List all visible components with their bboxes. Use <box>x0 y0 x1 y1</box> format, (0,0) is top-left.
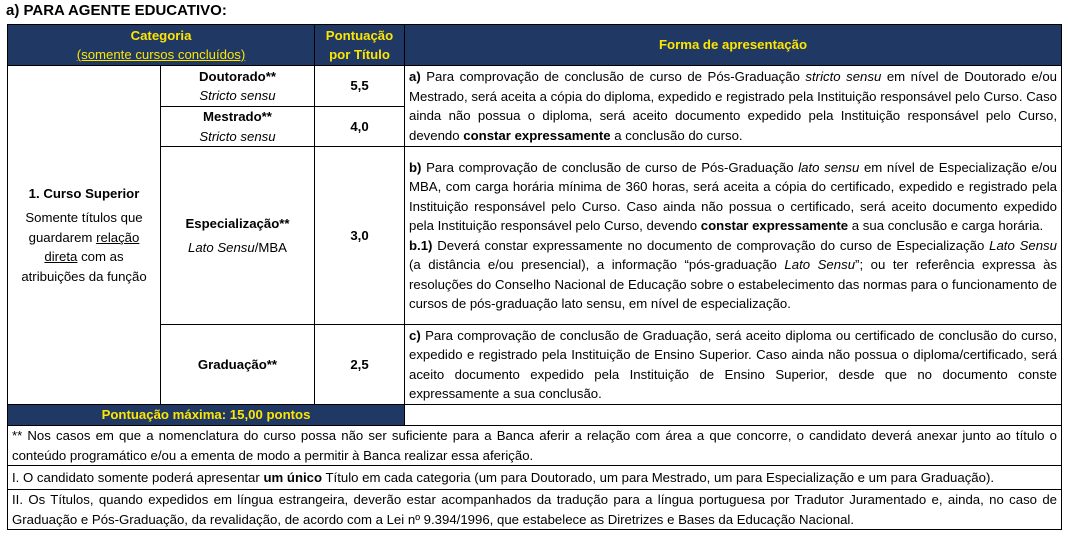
forma-b-text3: a sua conclusão e carga horária. <box>848 218 1044 233</box>
forma-c-label: c) <box>409 327 421 343</box>
header-pontuacao-line1: Pontuação <box>325 27 394 43</box>
forma-b-italic: lato sensu <box>798 159 860 175</box>
forma-b1-paragraph <box>409 236 1057 314</box>
note-unico-text2: Título em cada categoria (um para Doutorado, um para Mestrado, um para Especialização e um para Graduação). <box>322 469 995 485</box>
header-categoria-title: Categoria <box>130 27 192 43</box>
category-title: 1. Curso Superior <box>28 185 140 201</box>
row-especializacao-subtitle <box>165 238 310 258</box>
max-score: Pontuação máxima: 15,00 pontos <box>8 405 405 426</box>
row-graduacao-score: 2,5 <box>315 325 405 405</box>
forma-b1-label: b.1) <box>409 237 433 253</box>
note-unico-titulo <box>8 466 1062 490</box>
row-doutorado-name <box>161 66 315 107</box>
row-mestrado-subtitle: Stricto sensu <box>199 128 276 144</box>
forma-c-text: Para comprovação de conclusão de Graduação, será aceito diploma ou certificado de conclusão do curso, expedido e registrado pela Instituição de Ensino Superior. Caso ainda não possua o diploma/certificado, será aceito documento expedido pela Instituição de Ensino Superior, desde que no documento conste expressamente a sua conclusão. <box>409 327 1057 401</box>
row-especializacao-score: 3,0 <box>315 147 405 325</box>
forma-a-text2: em nível de Doutorado e/ou Mestrado, será aceita a cópia do diploma, expedido e registrado pela Instituição responsável pelo Curso. Caso ainda não possua o diploma, será aceito documento expedido pela Instituição responsável pelo Curso, devendo <box>409 69 1057 143</box>
note-unico-bold: um único <box>263 469 323 485</box>
row-graduacao-name: Graduação** <box>161 325 315 405</box>
forma-b1-text1: Deverá constar expressamente no documento de comprovação do curso de Especialização <box>432 237 990 253</box>
row-especializacao-title: Especialização** <box>185 215 290 231</box>
forma-a-text1: Para comprovação de conclusão de curso de Pós-Graduação <box>420 69 806 84</box>
forma-a <box>405 66 1062 147</box>
row-especializacao-name <box>161 147 315 325</box>
forma-a-label: a) <box>409 69 421 84</box>
category-cell <box>8 66 161 405</box>
row-doutorado-subtitle: Stricto sensu <box>199 88 276 103</box>
forma-b-text1: Para comprovação de conclusão de curso de Pós-Graduação <box>421 159 799 175</box>
row-especializacao-subtitle-italic: Lato Sensu <box>188 240 255 255</box>
forma-a-italic: stricto sensu <box>805 69 882 84</box>
note-unico-text1: I. O candidato somente poderá apresentar <box>12 469 264 485</box>
header-categoria <box>8 25 315 66</box>
forma-b-label: b) <box>409 159 422 175</box>
category-desc-part1: Somente títulos que guardarem <box>25 210 143 245</box>
category-desc-part2: com as atribuições da função <box>21 249 147 284</box>
forma-a-text3: a conclusão do curso. <box>610 127 743 143</box>
max-score-empty <box>405 405 1062 426</box>
forma-b-text2: em nível de Especialização e/ou MBA, com carga horária mínima de 360 horas, será aceita a cópia do certificado, expedido e registrado pela Instituição responsável pelo Curso. Caso ainda não possua o certificado, será aceito documento expedido pela Instituição responsável pelo Curso, devendo <box>409 159 1057 233</box>
forma-b1-italic2: Lato Sensu <box>784 257 856 272</box>
forma-b-paragraph <box>409 158 1057 236</box>
row-doutorado-title: Doutorado** <box>199 68 276 84</box>
header-pontuacao <box>315 25 405 66</box>
row-mestrado-title: Mestrado** <box>203 109 272 124</box>
note-lingua-estrangeira: II. Os Títulos, quando expedidos em língua estrangeira, deverão estar acompanhados da tradução para a língua portuguesa por Tradutor Juramentado e, ainda, no caso de Graduação e Pós-Graduação, da revalidação, de acordo com a Lei nº 9.394/1996, que estabelece as Diretrizes e Bases da Educação Nacional. <box>8 490 1062 530</box>
row-doutorado-score: 5,5 <box>315 66 405 107</box>
header-categoria-sub: (somente cursos concluídos) <box>76 47 246 62</box>
row-mestrado-name <box>161 107 315 147</box>
forma-b1-text2: (a distância e/ou presencial), a informação “pós-graduação <box>409 257 785 272</box>
forma-a-bold: constar expressamente <box>463 127 611 143</box>
note-nomenclatura: ** Nos casos em que a nomenclatura do curso possa não ser suficiente para a Banca aferir a relação com área a que concorre, o candidato deverá anexar junto ao título o conteúdo programático e/ou a ementa de modo a permitir à Banca realizar essa aferição. <box>8 426 1062 466</box>
forma-b <box>405 147 1062 325</box>
section-title: a) PARA AGENTE EDUCATIVO: <box>6 2 227 19</box>
row-mestrado-score: 4,0 <box>315 107 405 147</box>
forma-b1-text3: ”; ou ter referência expressa às resoluções do Conselho Nacional de Educação sobre o estabelecimento das normas para o funcionamento de cursos de pós-graduação lato sensu, em nível de especialização. <box>409 257 1058 311</box>
category-desc-link: relação direta <box>44 229 140 265</box>
forma-c <box>405 325 1062 405</box>
forma-b1-italic1: Lato Sensu <box>989 237 1057 253</box>
forma-b-bold: constar expressamente <box>700 218 849 233</box>
titles-table <box>7 24 1062 530</box>
header-forma: Forma de apresentação <box>405 25 1062 66</box>
header-pontuacao-line2: por Título <box>329 47 390 62</box>
category-description <box>12 208 156 286</box>
row-especializacao-subtitle-rest: /MBA <box>254 240 287 255</box>
